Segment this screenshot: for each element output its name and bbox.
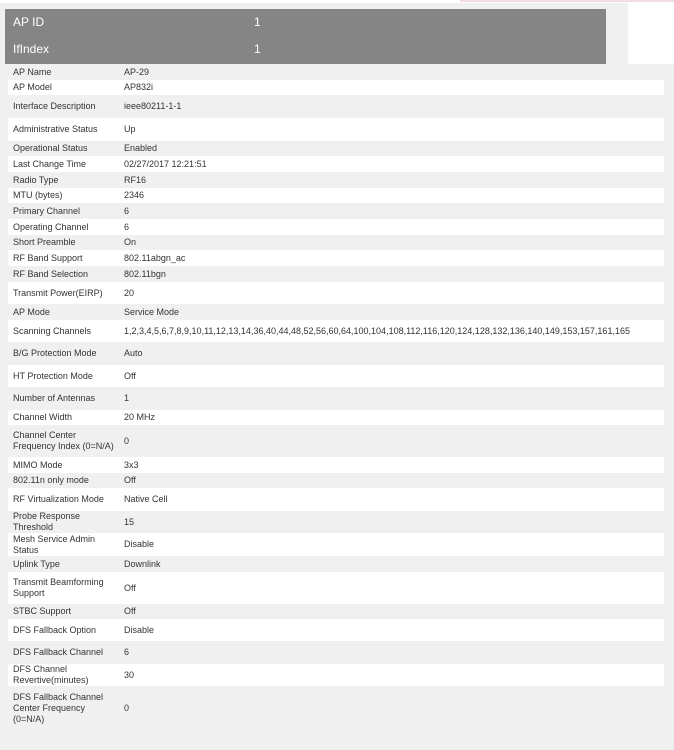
row-label: DFS Fallback Channel Center Frequency (0=N/A) bbox=[8, 686, 119, 730]
table-row bbox=[8, 156, 664, 172]
table-row bbox=[8, 304, 664, 320]
row-label: Probe Response Threshold bbox=[8, 511, 119, 533]
table-row bbox=[8, 511, 664, 533]
table-row bbox=[8, 172, 664, 188]
row-label: Channel Center Frequency Index (0=N/A) bbox=[8, 425, 119, 457]
row-value: 02/27/2017 12:21:51 bbox=[119, 156, 664, 172]
row-label: Transmit Power(EIRP) bbox=[8, 282, 119, 304]
table-row bbox=[8, 457, 664, 473]
row-value: Downlink bbox=[119, 556, 664, 572]
table-row bbox=[8, 282, 664, 304]
row-label: Operating Channel bbox=[8, 219, 119, 235]
row-label: DFS Fallback Channel bbox=[8, 641, 119, 664]
row-value: 2346 bbox=[119, 188, 664, 203]
row-label: STBC Support bbox=[8, 604, 119, 619]
header-value: 1 bbox=[254, 15, 261, 29]
row-label: Primary Channel bbox=[8, 203, 119, 219]
radio-details-body bbox=[8, 64, 664, 730]
row-value: 30 bbox=[119, 664, 664, 686]
row-label: Channel Width bbox=[8, 410, 119, 425]
table-row bbox=[8, 95, 664, 118]
row-value: Off bbox=[119, 604, 664, 619]
row-value: Disable bbox=[119, 619, 664, 641]
table-row bbox=[8, 266, 664, 282]
row-value: 6 bbox=[119, 203, 664, 219]
table-row bbox=[8, 473, 664, 488]
table-row bbox=[8, 64, 664, 80]
table-row bbox=[8, 203, 664, 219]
row-value: Auto bbox=[119, 342, 664, 365]
table-row bbox=[8, 619, 664, 641]
row-value: Up bbox=[119, 118, 664, 141]
row-label: Number of Antennas bbox=[8, 387, 119, 410]
row-value: 802.11bgn bbox=[119, 266, 664, 282]
row-value: AP832i bbox=[119, 80, 664, 95]
row-value: 6 bbox=[119, 641, 664, 664]
row-value: Off bbox=[119, 572, 664, 604]
row-value: 1 bbox=[119, 387, 664, 410]
row-value: ieee80211-1-1 bbox=[119, 95, 664, 118]
table-row bbox=[8, 533, 664, 556]
row-label: Administrative Status bbox=[8, 118, 119, 141]
table-row bbox=[8, 641, 664, 664]
row-label: HT Protection Mode bbox=[8, 365, 119, 387]
row-value: 6 bbox=[119, 219, 664, 235]
row-label: Operational Status bbox=[8, 141, 119, 156]
header-label: AP ID bbox=[13, 15, 45, 29]
table-row bbox=[8, 219, 664, 235]
row-label: MTU (bytes) bbox=[8, 188, 119, 203]
table-row bbox=[8, 410, 664, 425]
table-row bbox=[8, 342, 664, 365]
row-value: 15 bbox=[119, 511, 664, 533]
table-row bbox=[8, 572, 664, 604]
row-value: 0 bbox=[119, 425, 664, 457]
row-label: B/G Protection Mode bbox=[8, 342, 119, 365]
table-row bbox=[8, 235, 664, 250]
row-label: RF Band Support bbox=[8, 250, 119, 266]
table-row bbox=[8, 141, 664, 156]
row-label: Mesh Service Admin Status bbox=[8, 533, 119, 556]
table-row bbox=[8, 604, 664, 619]
row-label: AP Name bbox=[8, 64, 119, 80]
row-label: AP Mode bbox=[8, 304, 119, 320]
row-value: Service Mode bbox=[119, 304, 664, 320]
radio-details-table bbox=[8, 64, 664, 730]
header-row-ifindex bbox=[5, 36, 606, 63]
row-value: On bbox=[119, 235, 664, 250]
row-label: Uplink Type bbox=[8, 556, 119, 572]
table-row bbox=[8, 556, 664, 572]
table-row bbox=[8, 118, 664, 141]
row-value: 1,2,3,4,5,6,7,8,9,10,11,12,13,14,36,40,44,48,52,56,60,64,100,104,108,112,116,120,124,128,132,136,140,149,153,157,161,165 bbox=[119, 320, 664, 342]
row-label: RF Band Selection bbox=[8, 266, 119, 282]
row-label: Interface Description bbox=[8, 95, 119, 118]
row-value: RF16 bbox=[119, 172, 664, 188]
table-row bbox=[8, 365, 664, 387]
header-row-ap-id bbox=[5, 9, 606, 36]
row-label: Last Change Time bbox=[8, 156, 119, 172]
row-value: Off bbox=[119, 473, 664, 488]
table-row bbox=[8, 488, 664, 511]
header-label: IfIndex bbox=[13, 42, 50, 56]
row-label: DFS Fallback Option bbox=[8, 619, 119, 641]
row-label: Transmit Beamforming Support bbox=[8, 572, 119, 604]
row-label: RF Virtualization Mode bbox=[8, 488, 119, 511]
row-value: 20 bbox=[119, 282, 664, 304]
row-label: MIMO Mode bbox=[8, 457, 119, 473]
row-value: Disable bbox=[119, 533, 664, 556]
table-row bbox=[8, 250, 664, 266]
table-row bbox=[8, 664, 664, 686]
row-value: Enabled bbox=[119, 141, 664, 156]
table-row bbox=[8, 320, 664, 342]
table-row bbox=[8, 425, 664, 457]
table-row bbox=[8, 188, 664, 203]
header-value: 1 bbox=[254, 42, 261, 56]
row-value: 802.11abgn_ac bbox=[119, 250, 664, 266]
row-label: 802.11n only mode bbox=[8, 473, 119, 488]
row-label: AP Model bbox=[8, 80, 119, 95]
top-accent-line bbox=[460, 0, 674, 2]
row-value: AP-29 bbox=[119, 64, 664, 80]
table-row bbox=[8, 387, 664, 410]
side-white-panel bbox=[628, 3, 674, 64]
row-value: 3x3 bbox=[119, 457, 664, 473]
row-value: Off bbox=[119, 365, 664, 387]
table-row bbox=[8, 80, 664, 95]
row-value: Native Cell bbox=[119, 488, 664, 511]
row-label: DFS Channel Revertive(minutes) bbox=[8, 664, 119, 686]
ap-header-block bbox=[5, 9, 606, 64]
row-value: 20 MHz bbox=[119, 410, 664, 425]
row-label: Radio Type bbox=[8, 172, 119, 188]
row-value: 0 bbox=[119, 686, 664, 730]
row-label: Short Preamble bbox=[8, 235, 119, 250]
table-row bbox=[8, 686, 664, 730]
row-label: Scanning Channels bbox=[8, 320, 119, 342]
